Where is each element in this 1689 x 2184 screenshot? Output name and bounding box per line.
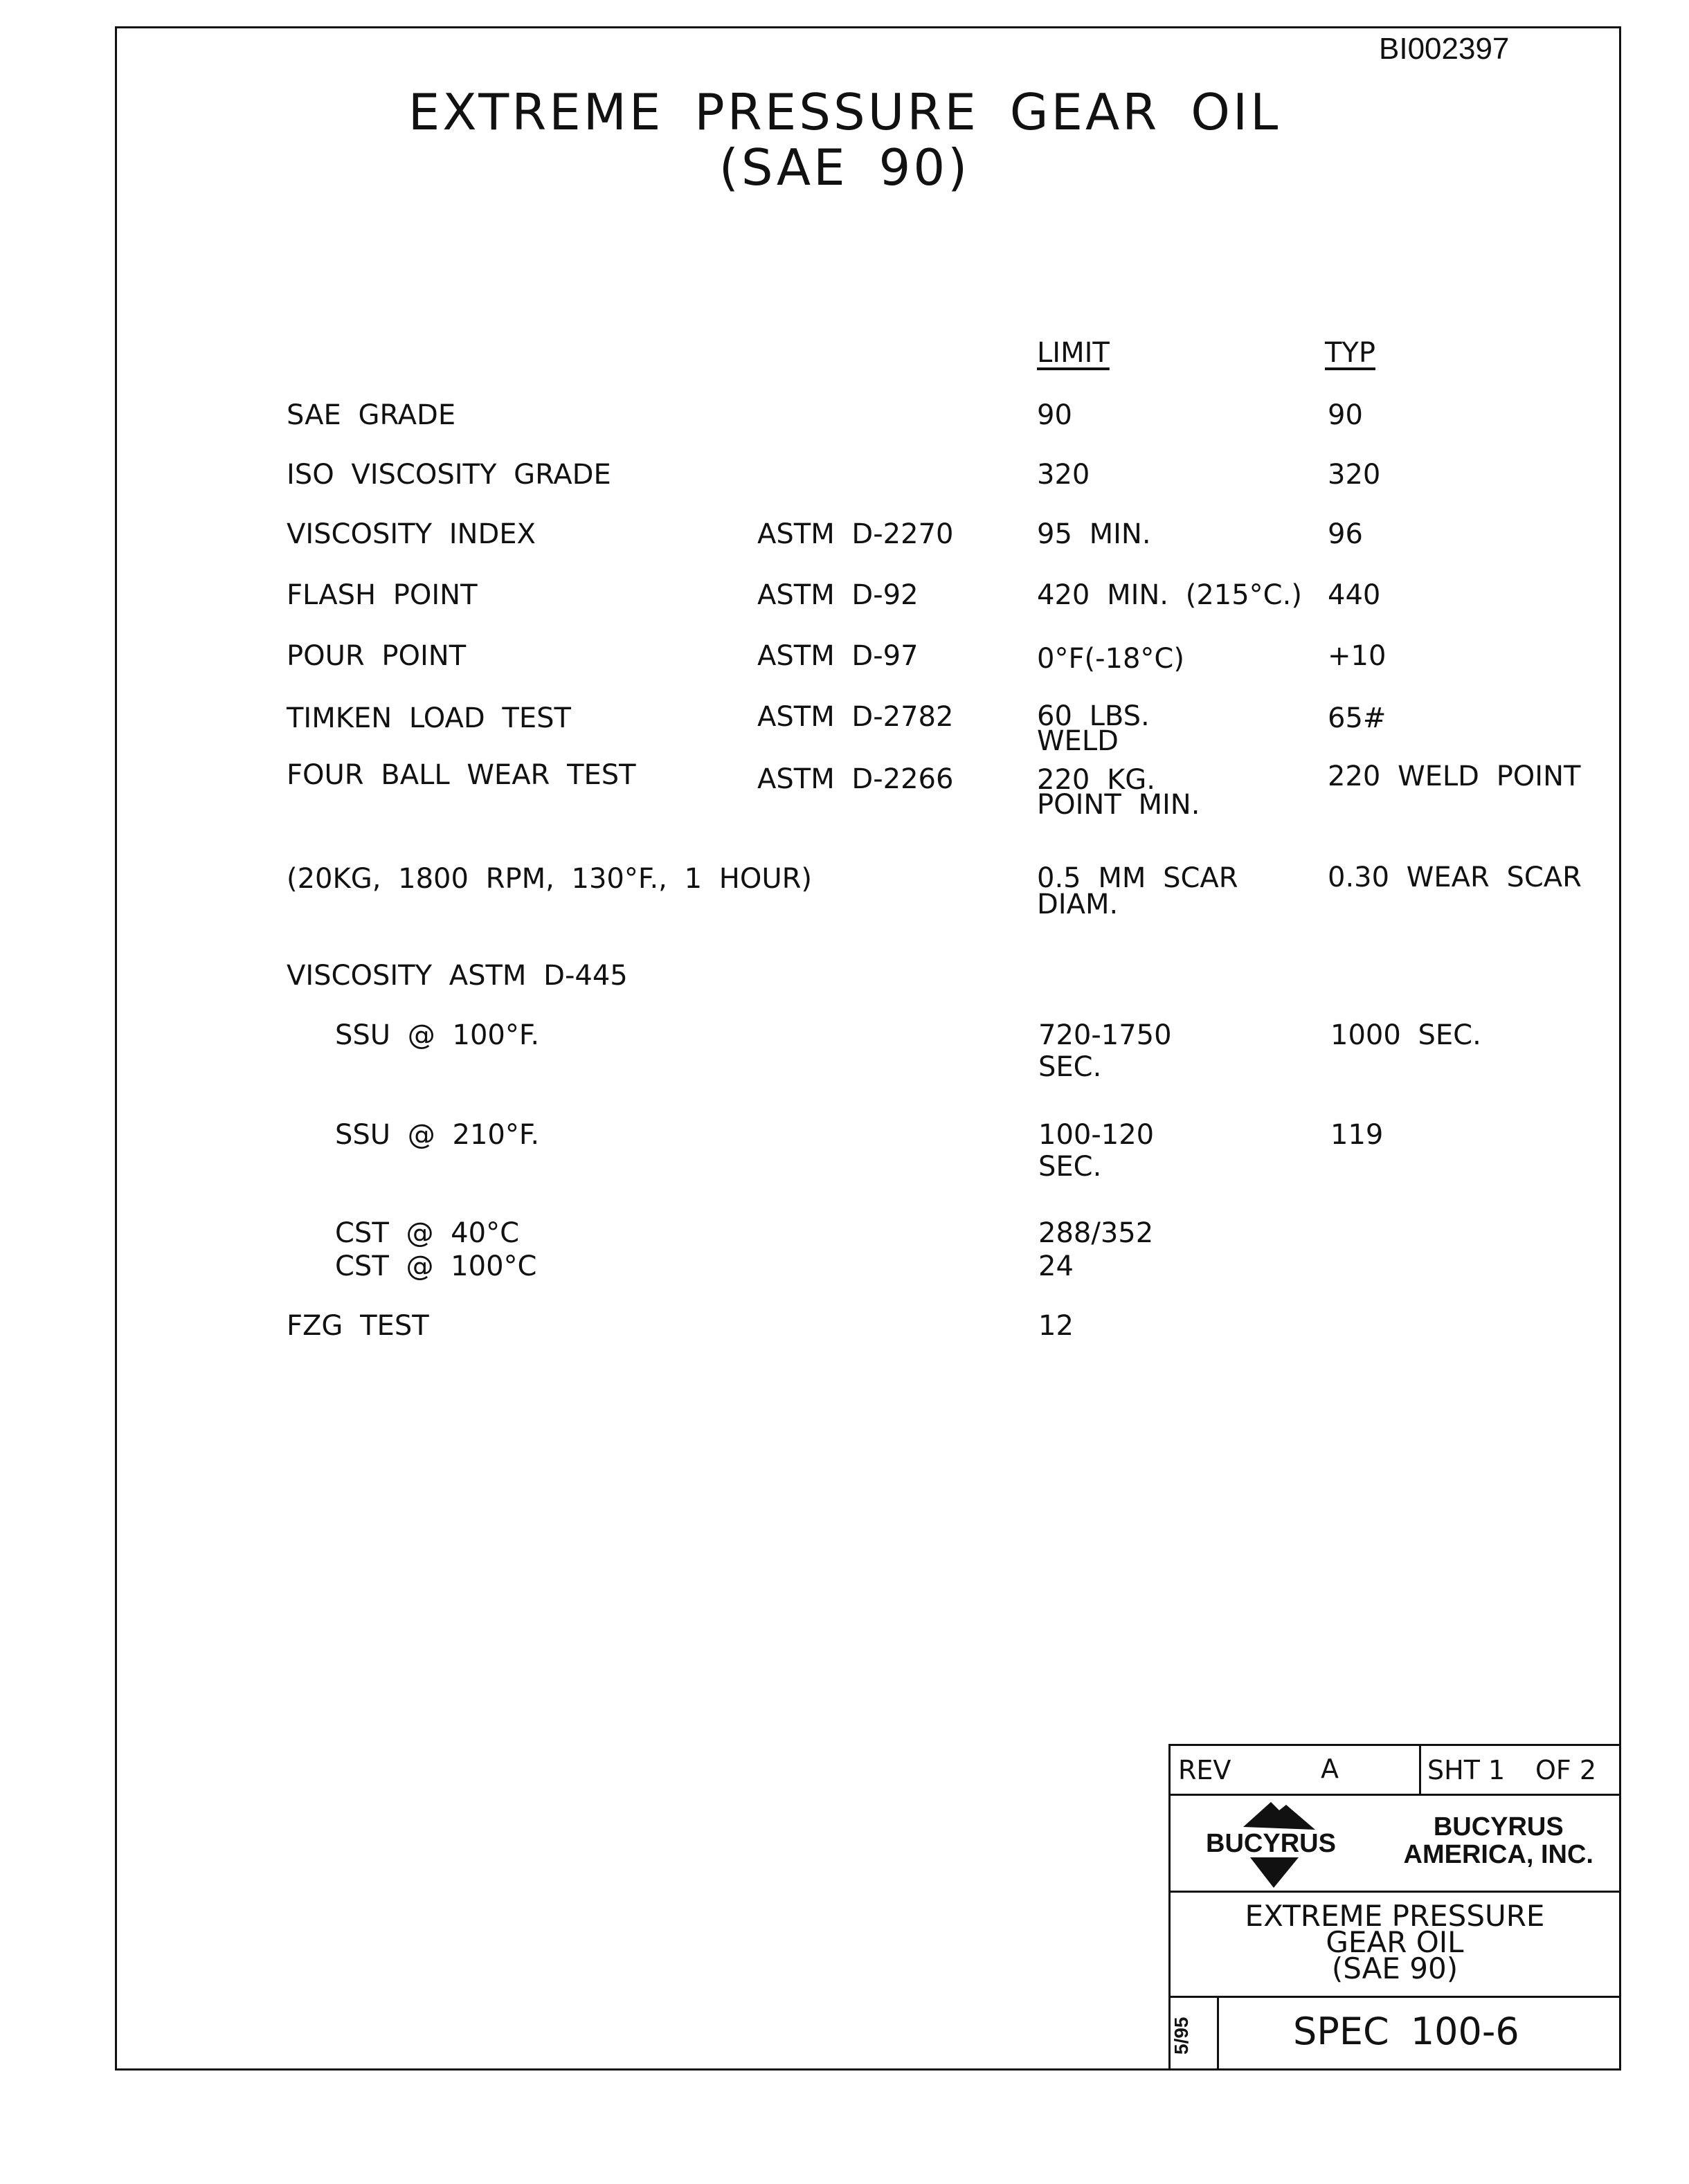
rev-label: REV	[1178, 1755, 1231, 1785]
sheet-of: OF 2	[1535, 1755, 1597, 1785]
description-line1: EXTREME PRESSURE	[1245, 1899, 1545, 1933]
fzg-test-label: FZG TEST	[287, 1310, 429, 1342]
pour-point-label: POUR POINT	[287, 640, 467, 672]
ssu-100-label: SSU @ 100°F.	[335, 1019, 540, 1051]
company-name	[1404, 1813, 1593, 1868]
cst-40-label: CST @ 40°C	[335, 1217, 520, 1249]
fzg-test-limit: 12	[1038, 1310, 1074, 1342]
wear-scar-typ: 0.30 WEAR SCAR	[1328, 862, 1582, 893]
flash-point-limit: 420 MIN. (215°C.)	[1037, 579, 1302, 611]
iso-grade-limit: 320	[1037, 459, 1090, 491]
flash-point-method: ASTM D-92	[757, 579, 919, 611]
title-block-description	[1168, 1899, 1621, 1985]
sae-grade-limit: 90	[1037, 399, 1072, 431]
logo-wordmark: BUCYRUS	[1206, 1829, 1336, 1858]
ssu-100-typ: 1000 SEC.	[1330, 1019, 1481, 1051]
rev-value: A	[1321, 1754, 1339, 1784]
cst-100-limit: 24	[1038, 1250, 1074, 1282]
ssu-100-limit-line2: SEC.	[1038, 1051, 1102, 1083]
sae-grade-typ: 90	[1328, 399, 1363, 431]
four-ball-limit-line1: 220 KG.	[1037, 764, 1156, 796]
ssu-100-limit-line1: 720-1750	[1038, 1019, 1172, 1051]
four-ball-method: ASTM D-2266	[757, 763, 954, 795]
sheet-label: SHT 1	[1427, 1755, 1506, 1785]
viscosity-index-typ: 96	[1328, 518, 1363, 550]
cst-100-label: CST @ 100°C	[335, 1250, 537, 1282]
spec-number: SPEC 100-6	[1293, 2010, 1519, 2053]
limit-header: LIMIT	[1037, 337, 1110, 369]
wear-scar-limit-line2: DIAM.	[1037, 889, 1119, 920]
viscosity-index-label: VISCOSITY INDEX	[287, 518, 536, 550]
iso-grade-label: ISO VISCOSITY GRADE	[287, 459, 611, 491]
four-ball-limit-line2: POINT MIN.	[1037, 789, 1200, 821]
cst-40-limit: 288/352	[1038, 1217, 1154, 1249]
ssu-210-limit-line1: 100-120	[1038, 1119, 1155, 1151]
company-name-line2: AMERICA, INC.	[1403, 1840, 1593, 1869]
test-conditions-label: (20KG, 1800 RPM, 130°F., 1 HOUR)	[287, 863, 813, 895]
four-ball-typ: 220 WELD POINT	[1328, 761, 1581, 792]
wear-scar-limit-line1: 0.5 MM SCAR	[1037, 862, 1238, 894]
flash-point-typ: 440	[1328, 579, 1381, 611]
ssu-210-limit-line2: SEC.	[1038, 1151, 1102, 1183]
iso-grade-typ: 320	[1328, 459, 1381, 491]
company-name-line1: BUCYRUS	[1433, 1812, 1564, 1841]
description-line3: (SAE 90)	[1331, 1951, 1458, 1985]
timken-limit-line1: 60 LBS.	[1037, 700, 1150, 732]
pour-point-limit: 0°F(-18°C)	[1037, 643, 1184, 675]
ssu-210-label: SSU @ 210°F.	[335, 1119, 540, 1151]
sae-grade-label: SAE GRADE	[287, 399, 456, 431]
viscosity-index-method: ASTM D-2270	[757, 518, 954, 550]
timken-limit-line2: WELD	[1037, 725, 1119, 757]
four-ball-label: FOUR BALL WEAR TEST	[287, 759, 636, 791]
viscosity-section-label: VISCOSITY ASTM D-445	[287, 960, 628, 992]
ssu-210-typ: 119	[1330, 1119, 1384, 1151]
page-subtitle: (SAE 90)	[719, 138, 970, 197]
page-title: EXTREME PRESSURE GEAR OIL	[408, 83, 1281, 141]
timken-typ: 65#	[1328, 702, 1387, 734]
document-id: BI002397	[1379, 32, 1510, 66]
timken-method: ASTM D-2782	[757, 701, 954, 733]
flash-point-label: FLASH POINT	[287, 579, 478, 611]
timken-label: TIMKEN LOAD TEST	[287, 702, 571, 734]
typ-header: TYP	[1325, 337, 1375, 369]
title-block	[1168, 1744, 1621, 2071]
pour-point-typ: +10	[1328, 640, 1387, 672]
viscosity-index-limit: 95 MIN.	[1037, 518, 1151, 550]
pour-point-method: ASTM D-97	[757, 640, 919, 672]
description-line2: GEAR OIL	[1326, 1925, 1464, 1959]
bucyrus-logo	[1202, 1799, 1340, 1889]
revision-date: 5/95	[1171, 2017, 1192, 2055]
